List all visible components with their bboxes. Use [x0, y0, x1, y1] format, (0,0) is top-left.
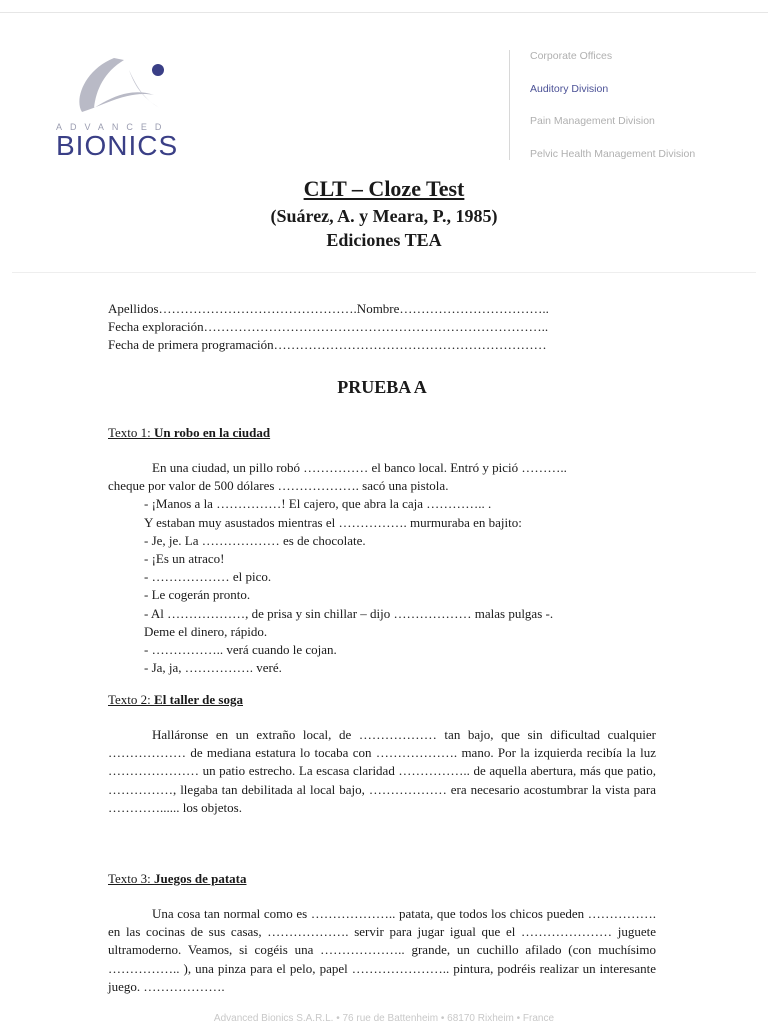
division-auditory: Auditory Division — [530, 82, 609, 95]
document-authors: (Suárez, A. y Meara, P., 1985) — [270, 206, 498, 226]
document-title: CLT – Cloze Test — [303, 176, 465, 201]
logo-bionics-text: BIONICS — [56, 130, 179, 161]
prueba-heading: PRUEBA A — [337, 377, 427, 397]
division-pelvic: Pelvic Health Management Division — [530, 147, 696, 160]
divisions-list — [509, 50, 695, 160]
texto3-body — [108, 905, 656, 996]
texto2-heading — [108, 692, 243, 708]
advanced-bionics-logo — [52, 50, 212, 165]
logo-advanced-text: ADVANCED — [56, 122, 170, 132]
form-fields — [108, 300, 648, 354]
division-pain: Pain Management Division — [530, 115, 655, 127]
header-separator — [12, 272, 756, 273]
texto2-paragraph: Halláronse en un extraño local, de ……………… tan bajo, que sin dificultad cualquier ……………… de mediana estatura lo tocaba con ………………. mano. Por la izquierda recibía la luz ………………… un patio estrecho. La escasa claridad …………….. de aquella abertura, más que patio, ……………, llegaba tan debilitada al local bajo, ……………… era necesario acostumbrar la vista para …………...... los objetos. — [108, 727, 656, 815]
texto3-prefix: Texto 3: — [108, 871, 155, 886]
texto1-line: En una ciudad, un pillo robó …………… el banco local. Entró y pició ……….. — [152, 460, 567, 475]
texto1-line: Deme el dinero, rápido. — [144, 623, 268, 639]
texto1-line: - ¡Es un atraco! — [144, 551, 225, 567]
texto1-title: Un robo en la ciudad — [154, 425, 271, 440]
top-rule — [0, 12, 768, 13]
texto3-paragraph: Una cosa tan normal como es ……………….. patata, que todos los chicos pueden ……………. en las cocinas de sus casas, ………………. servir para jugar igual que el ………………… juguete ultramoderno. Veamos, si cogéis una ……………….. grande, un cuchillo afilado (con muchísimo …………….. ), una pinza para el pelo, papel ………………….. pintura, podréis realizar un interesante juego. ………………. — [108, 906, 656, 994]
texto1-line: Y estaban muy asustados mientras el ……………. murmuraba en bajito: — [144, 514, 522, 530]
texto1-line: - …………….. verá cuando le cojan. — [144, 642, 337, 658]
form-line-apellidos-nombre: Apellidos……………………………………….Nombre…………………………….. — [108, 301, 549, 316]
texto3-heading — [108, 871, 246, 887]
division-corporate: Corporate Offices — [530, 50, 613, 62]
texto2-body — [108, 726, 656, 817]
document-publisher: Ediciones TEA — [326, 230, 442, 250]
texto1-line: cheque por valor de 500 dólares ………………. sacó una pistola. — [108, 478, 449, 494]
texto2-prefix: Texto 2: — [108, 692, 155, 707]
texto1-prefix: Texto 1: — [108, 425, 155, 440]
texto1-line: - ¡Manos a la ……………! El cajero, que abra la caja ………….. . — [144, 496, 492, 512]
texto1-line: - ……………… el pico. — [144, 569, 272, 585]
texto1-line: - Je, je. La ……………… es de chocolate. — [144, 532, 366, 548]
texto1-line: - Le cogerán pronto. — [144, 587, 251, 603]
logo-swoosh-icon — [74, 50, 174, 122]
texto1-line: - Al ………………, de prisa y sin chillar – dijo ……………… malas pulgas -. — [144, 605, 554, 621]
texto2-title: El taller de soga — [154, 692, 243, 707]
form-line-fecha-exploracion: Fecha exploración…………………………………………………………………….. — [108, 319, 549, 334]
texto1-body — [108, 459, 658, 677]
page-footer: Advanced Bionics S.A.R.L. • 76 rue de Battenheim • 68170 Rixheim • France — [213, 1013, 555, 1024]
texto1-heading — [108, 425, 270, 441]
texto1-line: - Ja, ja, ……………. veré. — [144, 660, 282, 676]
form-line-fecha-programacion: Fecha de primera programación……………………………………………………… — [108, 337, 547, 352]
texto3-title: Juegos de patata — [154, 871, 247, 886]
